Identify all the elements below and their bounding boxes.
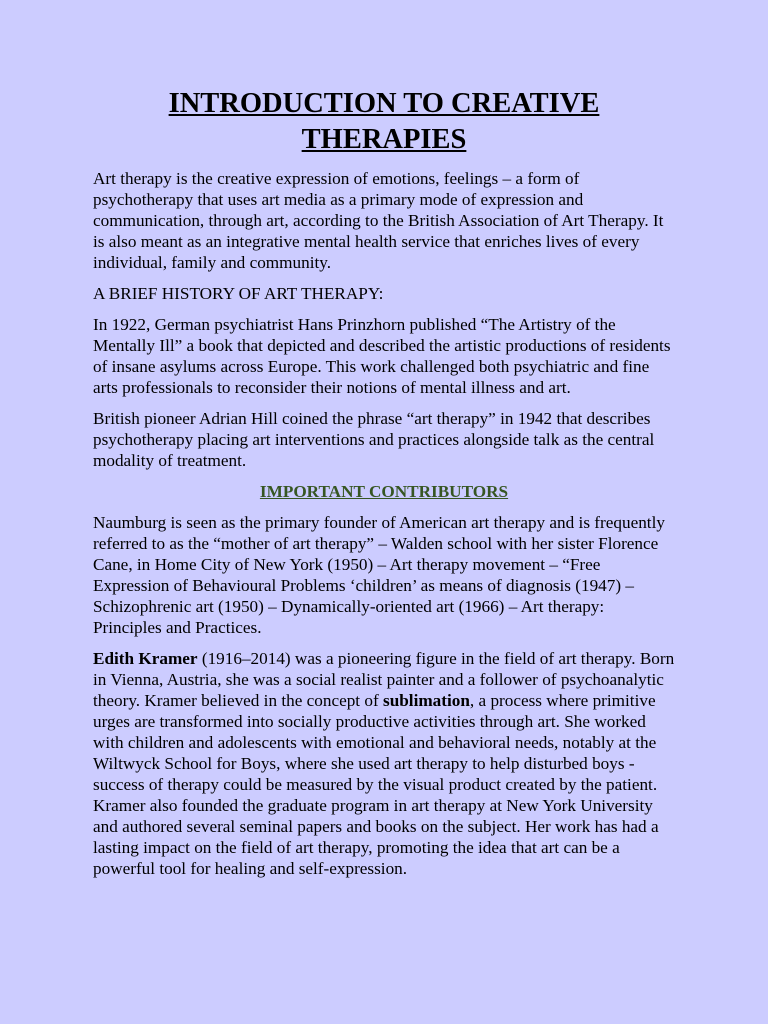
kramer-text-part1: (1916–2014) was a pioneering figure in the field of art therapy. Born in Vienna, Austria, she was a social realist painter and a follower of psychoanalytic theory. Kramer believed in the concept of bbox=[93, 649, 675, 710]
sublimation-term: sublimation bbox=[383, 691, 470, 710]
history-paragraph-hill: British pioneer Adrian Hill coined the phrase “art therapy” in 1942 that describes psychotherapy placing art interventions and practices alongside talk as the central modality of treatment. bbox=[93, 409, 655, 470]
history-paragraph-prinzhorn: In 1922, German psychiatrist Hans Prinzhorn published “The Artistry of the Mentally Ill” a book that depicted and described the artistic productions of residents of insane asylums across Europe. This work challenged both psychiatric and fine arts professionals to reconsider their notions of mental illness and art. bbox=[93, 315, 671, 397]
naumburg-paragraph: Naumburg is seen as the primary founder of American art therapy and is frequently referred to as the “mother of art therapy” – Walden school with her sister Florence Cane, in Home City of New York (1950) – Art therapy movement – “Free Expression of Behavioural Problems ‘children’ as means of diagnosis (1947) – Schizophrenic art (1950) – Dynamically-oriented art (1966) – Art therapy: Principles and Practices. bbox=[93, 513, 665, 637]
contributors-heading: IMPORTANT CONTRIBUTORS bbox=[259, 482, 509, 501]
kramer-paragraph bbox=[93, 648, 675, 879]
intro-paragraph: Art therapy is the creative expression of emotions, feelings – a form of psychotherapy that uses art media as a primary mode of expression and communication, through art, according to the British Association of Art Therapy. It is also meant as an integrative mental health service that enriches lives of every individual, family and community. bbox=[93, 169, 664, 272]
kramer-text-part2: , a process where primitive urges are transformed into socially productive activities through art. She worked with children and adolescents with emotional and behavioral needs, notably at the Wiltwyck School for Boys, where she used art therapy to help disturbed boys - success of therapy could be measured by the visual product created by the patient. Kramer also founded the graduate program in art therapy at New York University and authored several seminal papers and books on the subject. Her work has had a lasting impact on the field of art therapy, promoting the idea that art can be a powerful tool for healing and self-expression. bbox=[93, 691, 659, 878]
kramer-name: Edith Kramer bbox=[93, 649, 198, 668]
page-title: INTRODUCTION TO CREATIVE THERAPIES bbox=[168, 88, 600, 155]
history-heading: A BRIEF HISTORY OF ART THERAPY: bbox=[93, 284, 384, 303]
